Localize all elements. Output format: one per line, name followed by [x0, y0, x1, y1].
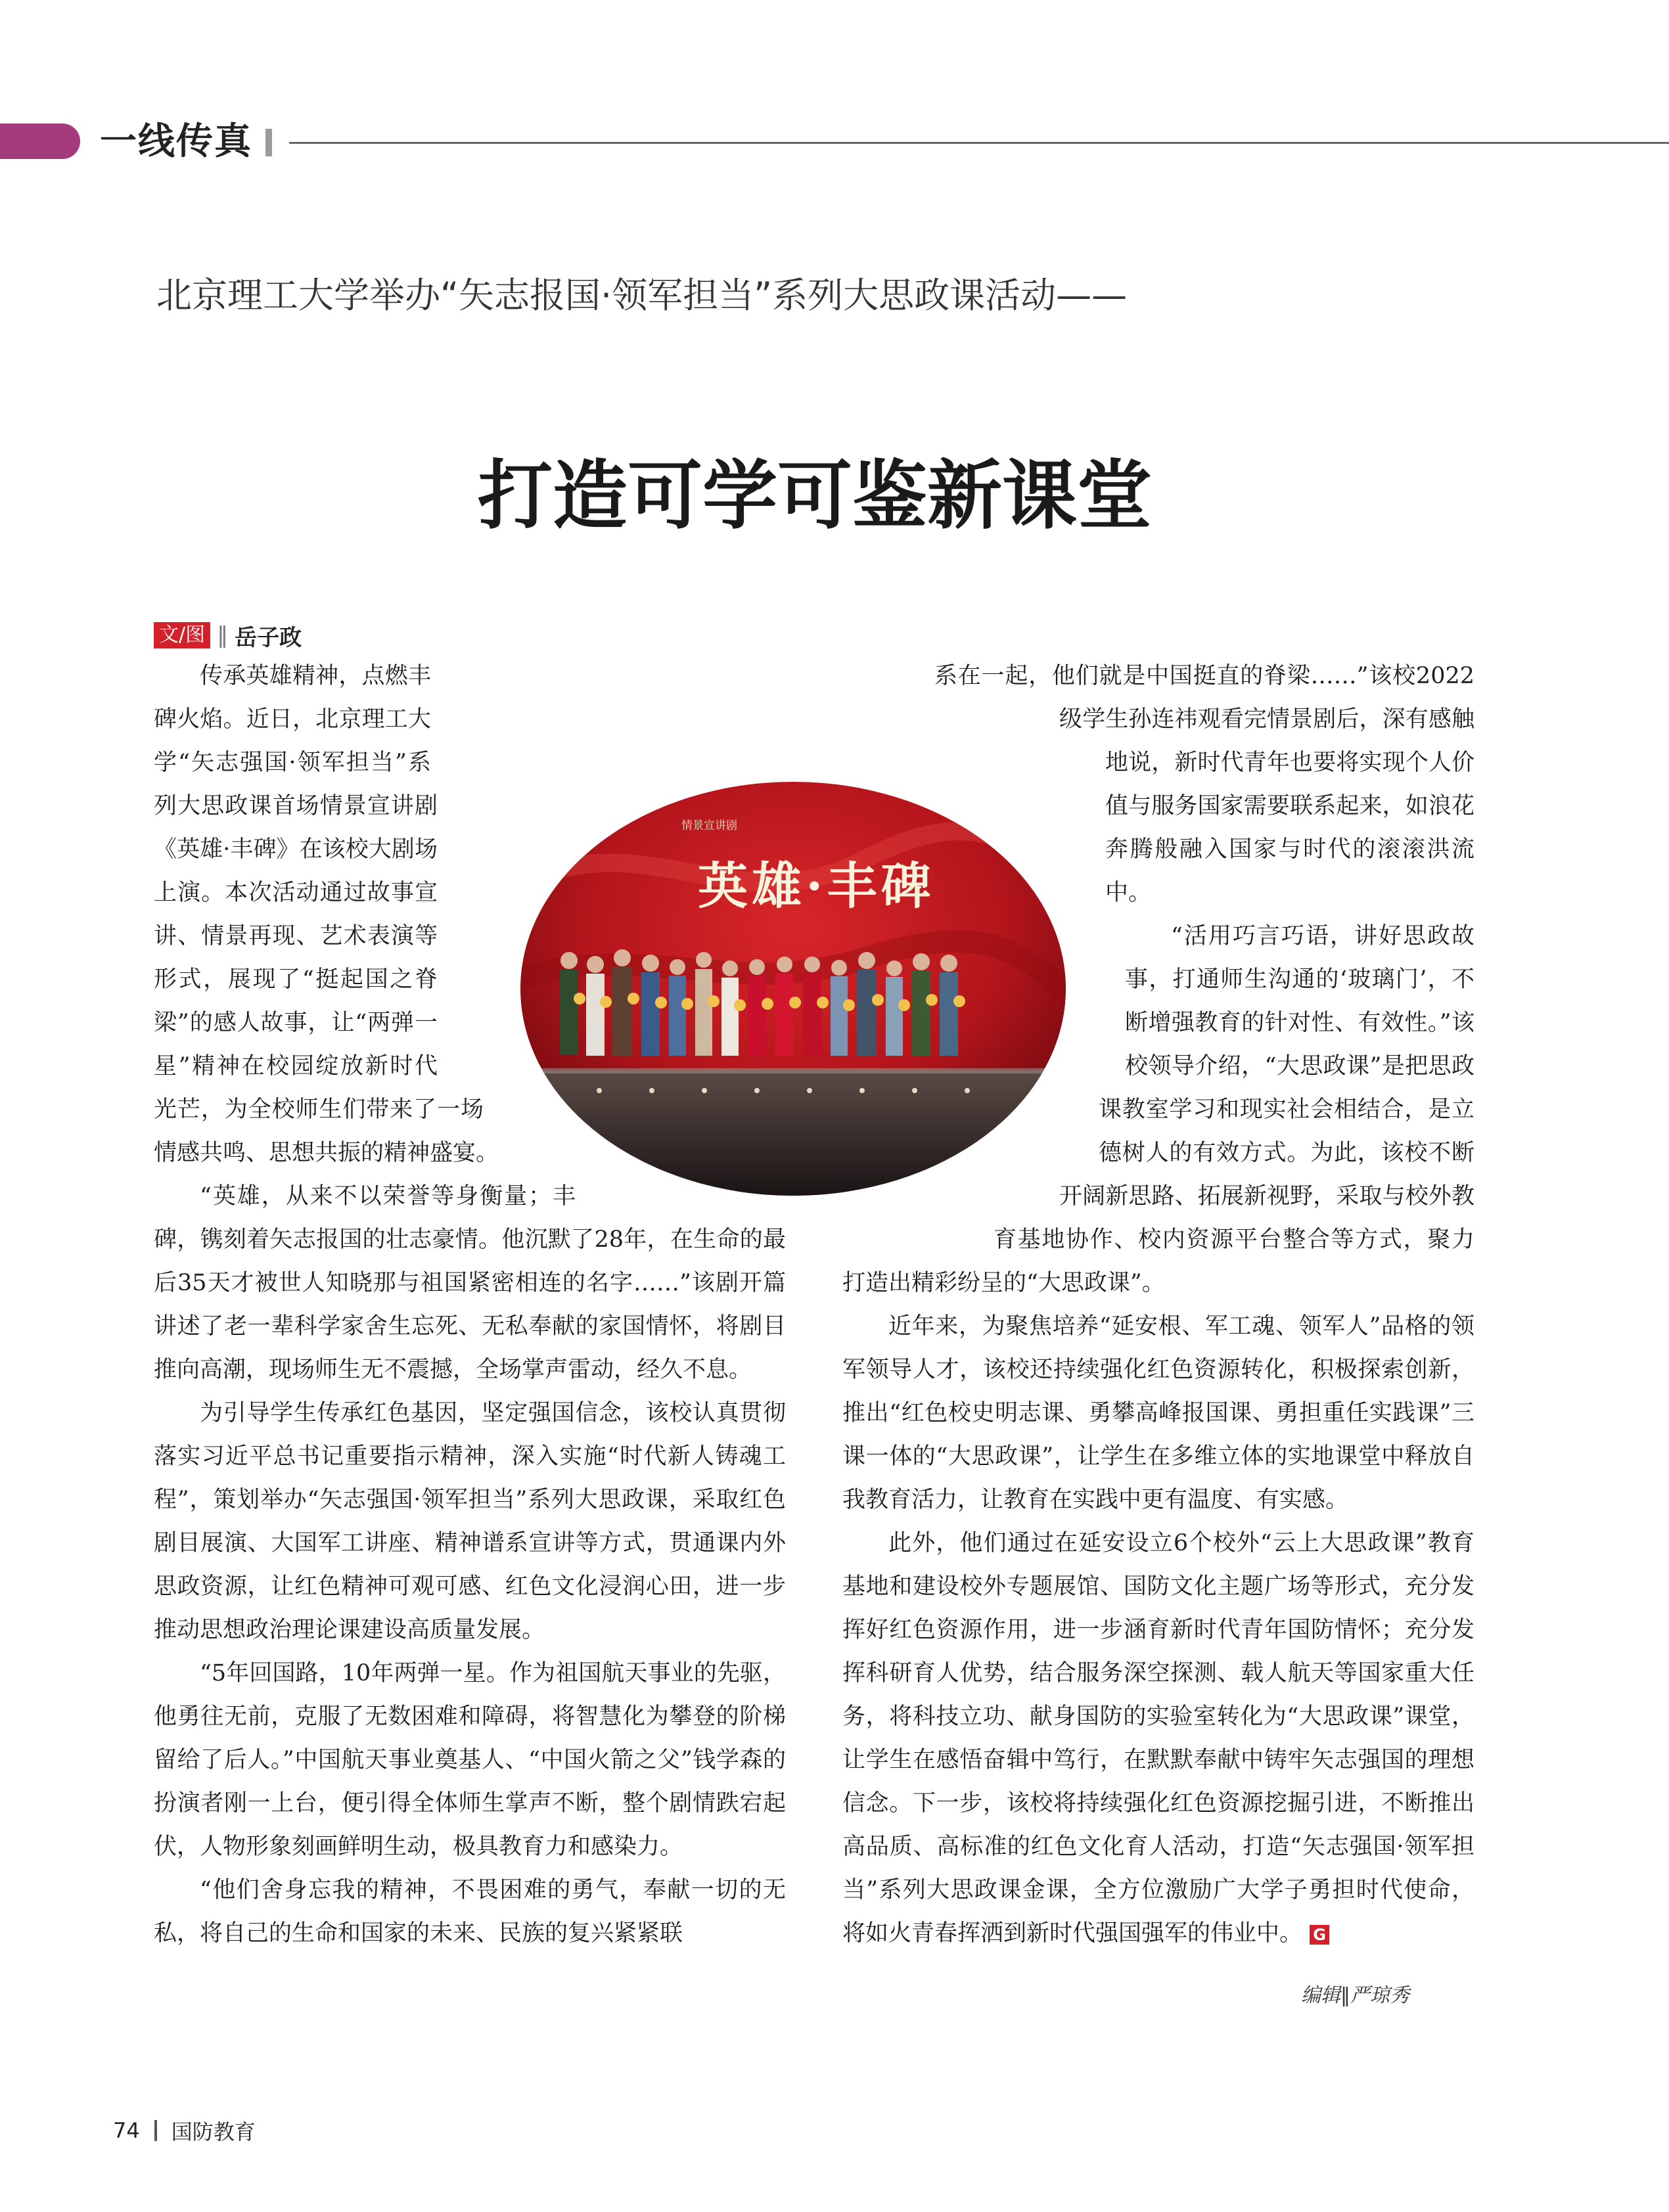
right-paragraph-1: 系在一起，他们就是中国挺直的脊梁……”该校2022级学生孙连祎观看完情景剧后，深有感触地说，新时代青年也要将实现个人价值与服务国家需要联系起来，如浪花奔腾般融入国家与时代的滚滚洪流中。	[934, 663, 1475, 906]
stage-photo	[520, 782, 1066, 1196]
section-divider-bar	[265, 129, 272, 156]
end-mark-icon: G	[1310, 1925, 1329, 1945]
page-number: 74	[113, 2118, 140, 2143]
article-subtitle: 北京理工大学举办“矢志报国·领军担当”系列大思政课活动——	[156, 275, 1128, 316]
editor-credit: 编辑‖严琼秀	[1301, 1984, 1409, 2007]
left-paragraph-4: “5年回国路，10年两弹一星。作为祖国航天事业的先驱，他勇往无前，克服了无数困难和障碍，将智慧化为攀登的阶梯留给了后人。”中国航天事业奠基人、“中国火箭之父”钱学森的扮演者刚一上台，便引得全体师生掌声不断，整个剧情跌宕起伏，人物形象刻画鲜明生动，极具教育力和感染力。	[154, 1660, 786, 1860]
left-paragraph-3: 为引导学生传承红色基因，坚定强国信念，该校认真贯彻落实习近平总书记重要指示精神，深入实施“时代新人铸魂工程”，策划举办“矢志强国·领军担当”系列大思政课，采取红色剧目展演、大国军工讲座、精神谱系宣讲等方式，贯通课内外思政资源，让红色精神可观可感、红色文化浸润心田，进一步推动思想政治理论课建设高质量发展。	[154, 1400, 786, 1643]
right-paragraph-3: 近年来，为聚焦培养“延安根、军工魂、领军人”品格的领军领导人才，该校还持续强化红色资源转化，积极探索创新，推出“红色校史明志课、勇攀高峰报国课、勇担重任实践课”三课一体的“大思政课”，让学生在多维立体的实地课堂中释放自我教育活力，让教育在实践中更有温度、有实感。	[842, 1313, 1475, 1513]
right-paragraph-4	[842, 1522, 1475, 1955]
article-title: 打造可学可鉴新课堂	[477, 452, 1152, 539]
stage-photo-image	[520, 782, 1066, 1196]
byline-separator: ‖	[217, 622, 229, 648]
page-footer	[113, 2115, 256, 2146]
banner-title-text: 英雄·丰碑	[698, 857, 935, 915]
section-label: 一线传真	[100, 120, 252, 163]
banner-small-text: 情景宣讲剧	[681, 819, 737, 832]
header-rule	[289, 142, 1669, 144]
author-name: 岳子政	[235, 624, 302, 651]
right-paragraph-2: “活用巧言巧语，讲好思政故事，打通师生沟通的‘玻璃门’，不断增强教育的针对性、有效性。”该校领导介绍，“大思政课”是把思政课教室学习和现实社会相结合，是立德树人的有效方式。为此，该校不断开阔新思路、拓展新视野，采取与校外教育基地协作、校内资源平台整合等方式，聚力打造出精彩纷呈的“大思政课”。	[842, 923, 1475, 1296]
byline	[154, 620, 302, 650]
byline-tag: 文/图	[154, 622, 210, 648]
left-paragraph-2: “英雄，从来不以荣誉等身衡量；丰碑，镌刻着矢志报国的壮志豪情。他沉默了28年，在生命的最后35天才被世人知晓那与祖国紧密相连的名字……”该剧开篇讲述了老一辈科学家舍生忘死、无私奉献的家国情怀，将剧目推向高潮，现场师生无不震撼，全场掌声雷动，经久不息。	[154, 1183, 786, 1383]
magazine-name: 国防教育	[171, 2119, 256, 2144]
footer-divider	[154, 2120, 157, 2141]
section-tab-accent	[0, 124, 80, 159]
left-paragraph-1: 传承英雄精神，点燃丰碑火焰。近日，北京理工大学“矢志强国·领军担当”系列大思政课首场情景宣讲剧《英雄·丰碑》在该校大剧场上演。本次活动通过故事宣讲、情景再现、艺术表演等形式，展现了“挺起国之脊梁”的感人故事，让“两弹一星”精神在校园绽放新时代光芒，为全校师生们带来了一场情感共鸣、思想共振的精神盛宴。	[154, 663, 499, 1166]
left-paragraph-5: “他们舍身忘我的精神，不畏困难的勇气，奉献一切的无私，将自己的生命和国家的未来、民族的复兴紧紧联	[154, 1877, 786, 1947]
right-paragraph-4-text: 此外，他们通过在延安设立6个校外“云上大思政课”教育基地和建设校外专题展馆、国防文化主题广场等形式，充分发挥好红色资源作用，进一步涵育新时代青年国防情怀；充分发挥科研育人优势，结合服务深空探测、载人航天等国家重大任务，将科技立功、献身国防的实验室转化为“大思政课”课堂，让学生在感悟奋辑中笃行，在默默奉献中铸牢矢志强国的理想信念。下一步，该校将持续强化红色资源挖掘引进，不断推出高品质、高标准的红色文化育人活动，打造“矢志强国·领军担当”系列大思政课金课，全方位激励广大学子勇担时代使命，将如火青春挥洒到新时代强国强军的伟业中。	[842, 1530, 1475, 1947]
